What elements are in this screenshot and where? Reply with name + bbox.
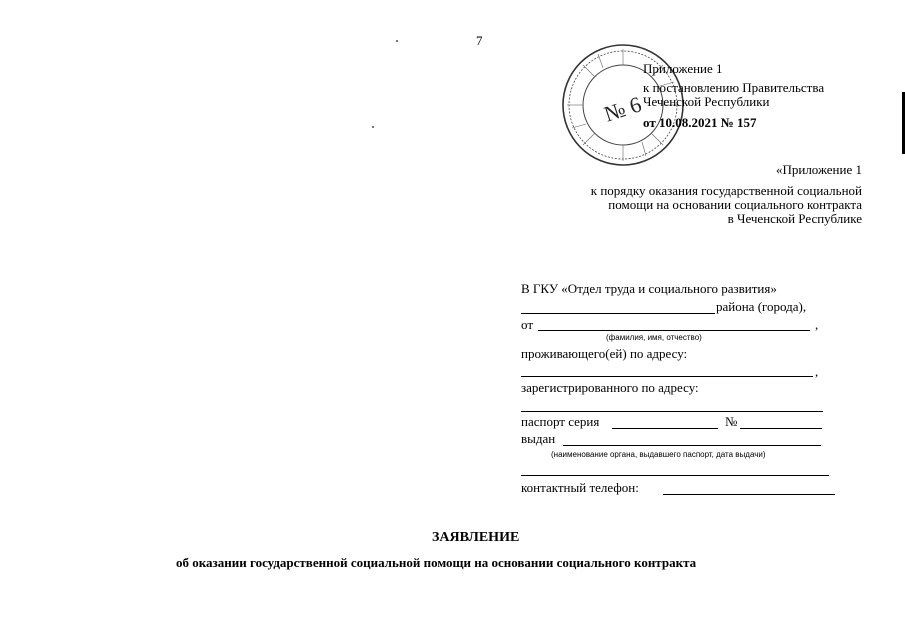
stamp-number: № 6 (600, 91, 645, 127)
page-number: 7 (476, 33, 483, 48)
district-blank (521, 313, 715, 314)
phone-label: контактный телефон: (521, 480, 639, 495)
issued-by-blank (563, 445, 821, 446)
residing-label: проживающего(ей) по адресу: (521, 346, 688, 361)
appendix-line-2: к порядку оказания государственной социальной (590, 183, 862, 198)
from-label: от (521, 317, 534, 332)
appendix-line-4: в Чеченской Республике (727, 211, 862, 226)
issued-hint: (наименование органа, выдавшего паспорт, дата выдачи) (551, 450, 766, 459)
residing-address-blank (521, 376, 813, 377)
applicant-name-blank (538, 330, 810, 331)
passport-series-blank (612, 428, 718, 429)
issued-label: выдан (521, 431, 556, 446)
passport-number-label: № (725, 414, 738, 429)
approval-line-1: Приложение 1 (643, 61, 723, 76)
registered-label: зарегистрированного по адресу: (521, 380, 699, 395)
residing-comma: , (815, 364, 819, 379)
scan-speck (372, 126, 374, 128)
issued-continuation-blank (521, 475, 829, 476)
appendix-line-3: помощи на основании социального контракта (608, 197, 862, 212)
addressee-line: В ГКУ «Отдел труда и социального развития» (521, 281, 777, 296)
approval-line-3: Чеченской Республики (643, 94, 770, 109)
phone-blank (663, 494, 835, 495)
document-subtitle: об оказании государственной социальной помощи на основании социального контракта (176, 555, 697, 570)
appendix-line-1: «Приложение 1 (775, 162, 862, 177)
approval-line-2: к постановлению Правительства (643, 80, 825, 95)
passport-series-label: паспорт серия (521, 414, 600, 429)
scan-speck (396, 40, 398, 42)
document-title: ЗАЯВЛЕНИЕ (432, 530, 520, 545)
approval-date-number: от 10.08.2021 № 157 (643, 115, 757, 130)
registered-address-blank (521, 411, 823, 412)
passport-number-blank (740, 428, 822, 429)
from-comma: , (815, 317, 819, 332)
name-hint: (фамилия, имя, отчество) (606, 333, 702, 342)
district-label: района (города), (716, 299, 807, 314)
